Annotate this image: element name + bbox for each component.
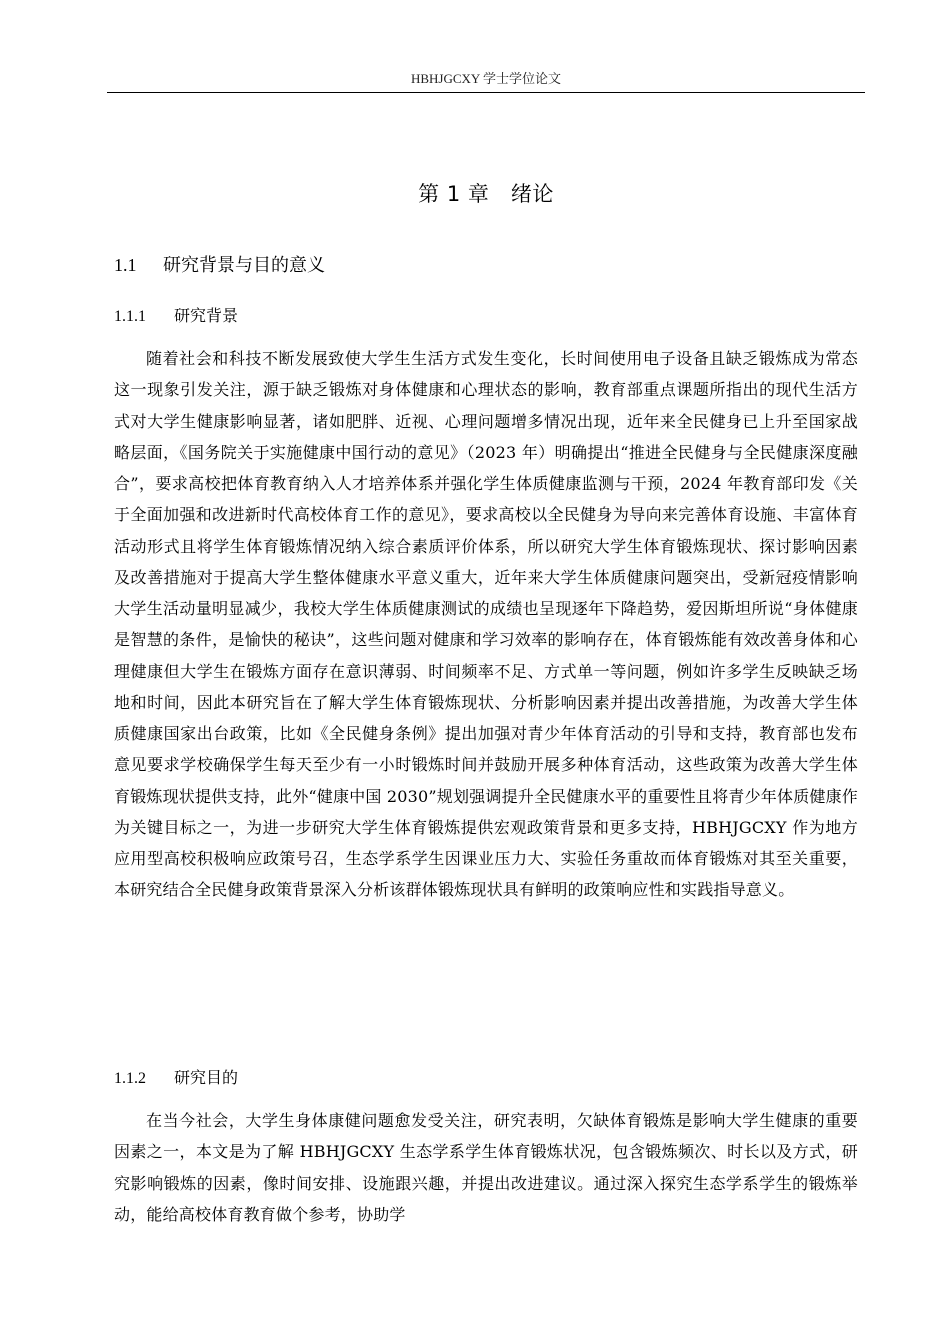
header-title: HBHJGCXY 学士学位论文 <box>410 71 562 86</box>
section-title: 研究背景与目的意义 <box>163 255 325 276</box>
body-paragraph-background: 随着社会和科技不断发展致使大学生生活方式发生变化，长时间使用电子设备且缺乏锻炼成为常态这一现象引发关注，源于缺乏锻炼对身体健康和心理状态的影响，教育部重点课题所指出的现代生活方式对大学生健康影响显著，诸如肥胖、近视、心理问题增多情况出现，近年来全民健身已上升至国家战略层面，《国务院关于实施健康中国行动的意见》（2023 年）明确提出“推进全民健身与全民健康深度融合”，要求高校把体育教育纳入人才培养体系并强化学生体质健康监测与干预，2024 年教育部印发《关于全面加强和改进新时代高校体育工作的意见》，要求高校以全民健身为导向来完善体育设施、丰富体育活动形式且将学生体育锻炼情况纳入综合素质评价体系，所以研究大学生体育锻炼现状、探讨影响因素及改善措施对于提高大学生整体健康水平意义重大，近年来大学生体质健康问题突出，受新冠疫情影响大学生活动量明显减少，我校大学生体质健康测试的成绩也呈现逐年下降趋势，爱因斯坦所说“身体健康是智慧的条件，是愉快的秘诀”，这些问题对健康和学习效率的影响存在，体育锻炼能有效改善身体和心理健康但大学生在锻炼方面存在意识薄弱、时间频率不足、方式单一等问题，例如许多学生反映缺乏场地和时间，因此本研究旨在了解大学生体育锻炼现状、分析影响因素并提出改善措施，为改善大学生体质健康国家出台政策，比如《全民健身条例》提出加强对青少年体育活动的引导和支持，教育部也发布意见要求学校确保学生每天至少有一小时锻炼时间并鼓励开展多种体育活动，这些政策为改善大学生体育锻炼现状提供支持，此外“健康中国 2030”规划强调提升全民健康水平的重要性且将青少年体质健康作为关键目标之一，为进一步研究大学生体育锻炼提供宏观政策背景和更多支持，HBHJGCXY 作为地方应用型高校积极响应政策号召，生态学系学生因课业压力大、实验任务重故而体育锻炼对其至关重要，本研究结合全民健身政策背景深入分析该群体锻炼现状具有鲜明的政策响应性和实践指导意义。 <box>114 349 858 900</box>
subsection-title: 研究目的 <box>174 1068 239 1087</box>
section-heading-1-1 <box>114 251 325 280</box>
chapter-title: 第 1 章 绪论 <box>418 182 554 206</box>
subsection-number: 1.1.2 <box>114 1070 146 1087</box>
subsection-heading-1-1-2 <box>114 1064 238 1093</box>
subsection-title: 研究背景 <box>174 306 239 325</box>
subsection-heading-1-1-1 <box>114 302 238 331</box>
body-paragraph-purpose: 在当今社会，大学生身体康健问题愈发受关注，研究表明，欠缺体育锻炼是影响大学生健康的重要因素之一，本文是为了解 HBHJGCXY 生态学系学生体育锻炼状况，包含锻炼频次、时长以及方式，研究影响锻炼的因素，像时间安排、设施跟兴趣，并提出改进建议。通过深入探究生态学系学生的锻炼举动，能给高校体育教育做个参考，协助学 <box>114 1111 858 1224</box>
page-header <box>107 70 865 93</box>
subsection-number: 1.1.1 <box>114 308 146 325</box>
section-number: 1.1 <box>114 255 137 275</box>
